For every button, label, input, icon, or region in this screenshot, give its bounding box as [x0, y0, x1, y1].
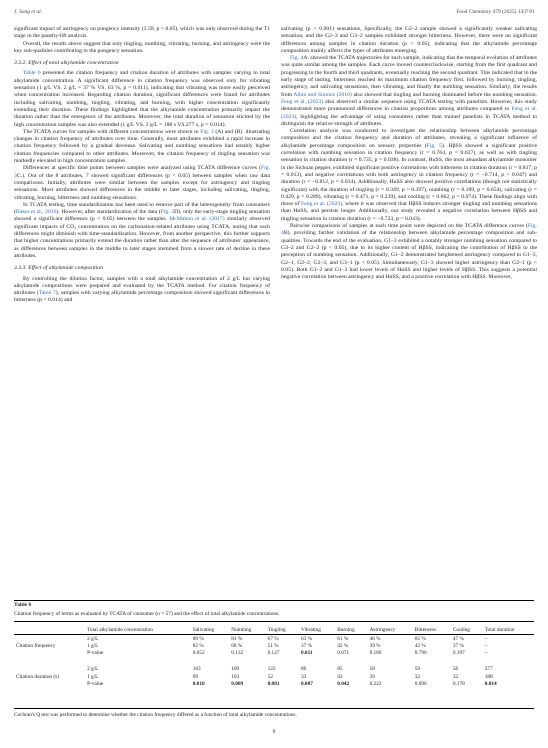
- table-cell-concentration: 2 g/L: [87, 666, 99, 673]
- citation-link[interactable]: Feng et al. (2023): [301, 201, 343, 208]
- table-6-link[interactable]: Table 6: [23, 70, 41, 77]
- table-title: Table 6: [14, 602, 32, 608]
- table-body: [14, 635, 534, 688]
- table-header-cell: [14, 625, 85, 635]
- table-cell: 0.796: [414, 649, 427, 656]
- table-row: [14, 666, 534, 673]
- paragraph: Fig. 4A. showed the TCATA trajectories for each sample, indicating that the temporal evolution of attributes was quite similar among the samples. Each curve moved counterclockwise, starting from the first quadrant and progressing to the fourth and third quadrants, eventually reaching the second quadrant. This indicated that in the early stage of tasting, bitterness reached its maximum citation frequency first, followed by burning, tingling, astringency, and salivating sensations, then vibrating, and finally the numbing sensation. Similarly, the results from Albin and Simons (2010) also showed that tingling and burning dominated before the numbing sensation. Feng et al. (2023) also observed a similar sequence using TCATA testing with panelists. However, this study demonstrated more pronounced differences in citation proportions among attributes compared to Feng et al. (2023), highlighting the advantage of using consumers rather than trained panelists in TCATA method to distinguish the relative strength of attributes.: [281, 55, 537, 127]
- table-row: [14, 680, 534, 687]
- section-heading-3-3-3: 3.3.3. Effect of alkylamide composition: [14, 265, 103, 272]
- table-cell: 99: [192, 673, 198, 680]
- table-cell: 169: [231, 666, 240, 673]
- table-row: [14, 635, 534, 643]
- paragraph: Table 6 presented the citation frequency and citation duration of attributes with samples varying in total alkylamide concentration. A significant difference in citation frequency was observed only for vibrating sensation (1 g/L VS. 2 g/L = 37 % VS. 63 %, p = 0.011), indicating that vibrating was more easily perceived when concentration increased. Regarding citation duration, significant differences were found for attributes including salivating, numbing, tingling, vibrating, and burning, with higher concentration significantly extending their duration. These findings highlighted that the alkylamide concentration primarily impact the duration rather than the emergence of the attributes. Moreover, the total duration of sensation elicited by the high concentration samples was also extended (1 g/L VS. 2 g/L = 188 s VS.277 s, p = 0.014).: [14, 70, 270, 128]
- table-cell: 277: [484, 666, 493, 673]
- fig-4-link[interactable]: Fig. 4: [281, 223, 537, 237]
- table-top-rule: [14, 600, 534, 601]
- table-7-link[interactable]: Table 7: [38, 290, 56, 297]
- table-caption: Citation frequency of terms as evaluated by TCATA of consumer (n = 57) and the effect of total alkylamide concentrations.: [14, 611, 280, 617]
- table-cell: 43: [337, 673, 343, 680]
- paragraph: salivating (p < 0.001) sensations, Specifically, the G2–2 sample showed a significantly weaker salivating sensation, and the G2–3 and G3–2 samples exhibited stronger bitterness. However, there were no significant differences among samples in citation duration (p > 0.05), indicating that the alkylamide percentage composition mainly affects the types of attributes emerging.: [281, 26, 537, 54]
- table-cell: 39 %: [369, 642, 381, 649]
- paragraph: Overall, the results above suggest that only tingling, numbing, vibrating, burning, and astringency were the key sub-qualities contributing to the pungency sensation.: [14, 40, 270, 54]
- table-cell: 63 %: [300, 635, 312, 642]
- fig-5-link[interactable]: Fig. 5: [426, 142, 442, 149]
- table-cell: 0.071: [337, 649, 350, 656]
- header-journal: Food Chemistry 479 (2025) 143710: [456, 9, 534, 15]
- section-heading-3-3-2: 3.3.2. Effect of total alkylamide concentration: [14, 60, 119, 67]
- table-row: [14, 673, 534, 680]
- table-cell: 52: [267, 673, 273, 680]
- paragraph: Differences at specific time points between samples were analyzed using TCATA difference curves (Fig. 3C.). Out of the 8 attributes, 7 showed significant differences (p < 0.05) between samples when raw data comparisons. Initially, attributes were similar between the samples except for astringency and tingling sensations. Most attributes showed differences in the middle to later stages, including salivating, tingling, vibrating, burning, bitterness and numbing sensations.: [14, 165, 270, 201]
- paragraph: The TCATA curves for samples with different concentrations were shown in Fig. 3 (A) and (B). illustrating changes in citation frequency of attributes over time. Generally, most attributes exhibited a rapid increase in citation frequency followed by a gradual decrease. Salivating and numbing sensations had notably higher citation frequencies compared to other attributes. Moreover, the citation frequency of tingling sensation was markedly elevated in high concentration samples.: [14, 128, 270, 165]
- fig-4-link[interactable]: Fig. 4: [290, 55, 304, 62]
- table-cell: 89 %: [192, 635, 204, 642]
- table-cell: 188: [484, 673, 493, 680]
- table-cell: 81 %: [231, 635, 243, 642]
- table-cell-concentration: 1 g/L: [87, 673, 99, 680]
- citation-link[interactable]: Feng et al. (2023): [281, 106, 537, 120]
- table-cell: 65 %: [414, 635, 426, 642]
- table-row: [14, 642, 534, 649]
- table-cell: 82 %: [192, 642, 204, 649]
- left-column: [14, 26, 270, 305]
- table-cell: 0.127: [267, 649, 280, 656]
- table-cell: 61 %: [337, 635, 349, 642]
- table-header-cell: Burning: [337, 626, 355, 633]
- page-number: 9: [272, 729, 276, 735]
- table-cell-concentration: 1 g/L: [87, 642, 99, 649]
- citation-link[interactable]: Albin and Simons (2010): [293, 91, 352, 98]
- citation-link[interactable]: McMahon et al. (2017): [169, 216, 225, 223]
- table-group-label: Citation duration (s): [16, 673, 59, 680]
- table-cell: 0.014: [484, 680, 497, 687]
- table-cell: 56: [452, 666, 459, 673]
- table-cell-concentration: 2 g/L: [87, 635, 99, 642]
- table-bottom-rule: [14, 708, 534, 709]
- running-header: [14, 9, 534, 19]
- table-cell: 0.178: [452, 680, 465, 687]
- table-cell: 58: [369, 666, 375, 673]
- table-header-cell: Total alkylamide concentration: [87, 626, 153, 633]
- table-header-rule: [14, 621, 534, 622]
- paragraph: significant impact of astringency on pungency intensity (3.59, p < 0.05), which was only observed during the T1 stage in the panelty-lift analysis.: [14, 26, 270, 40]
- table-cell: 37 %: [300, 642, 312, 649]
- table-cell: 39: [369, 673, 375, 680]
- table-cell: 0.222: [369, 680, 382, 687]
- table-cell: 122: [267, 666, 276, 673]
- table-header-cell: Total duration: [484, 626, 515, 633]
- table-header-cell: Vibrating: [300, 626, 321, 633]
- table-cell: 47 %: [452, 635, 464, 642]
- table-cell: 32: [452, 673, 459, 680]
- table-spacer-row: [14, 657, 534, 666]
- table-cell: 103: [231, 673, 240, 680]
- table-cell-concentration: P-value: [87, 649, 104, 656]
- table-cell: 37 %: [452, 642, 464, 649]
- table-cell: 33: [300, 673, 307, 680]
- table-cell: 59: [414, 666, 421, 673]
- citation-link[interactable]: Baker et al., 2016: [15, 209, 57, 216]
- table-header-cell: Numbing: [231, 626, 252, 633]
- table-cell: 86: [300, 666, 307, 673]
- table-cell: 32: [414, 673, 421, 680]
- table-cell: 68 %: [231, 642, 243, 649]
- table-cell: 42 %: [414, 642, 426, 649]
- table-footnote: Cochran's Q test was performed to determine whether the citation frequency differed as a function of total alkylamide concentrations.: [14, 712, 297, 718]
- paragraph: In TCATA testing, time standardization has been used to remove part of the heterogeneity from consumers (Baker et al., 2016). However, after standardization of the data (Fig. 3D), only the early-stage tingling sensation showed a significant difference (p < 0.05) between the samples. McMahon et al. (2017) similarly observed significant impacts of CO₂ concentration on the carbonation-related attributes using TCATA, noting that such differences might diminish with time-standardization. However, from another perspective, this further supports that higher concentrations primarily extend the duration rather than alter the sequence of attributes' appearance, as differences between samples in the middle to later stages stemmed from a slower rate of decline in these attributes.: [14, 201, 270, 259]
- table-cell: –: [484, 649, 488, 656]
- table-cell: 46 %: [369, 635, 381, 642]
- table-header-cell: Bitterness: [414, 626, 436, 633]
- table-cell: 0.009: [231, 680, 244, 687]
- table-header-row: [14, 625, 534, 635]
- table-cell: –: [484, 642, 488, 649]
- table-cell: 0.052: [192, 649, 205, 656]
- table-cell: 0.042: [337, 680, 350, 687]
- table-cell: 85: [337, 666, 343, 673]
- table-6: [14, 625, 534, 687]
- table-header-cell: Tingling: [267, 626, 286, 633]
- table-cell: 0.001: [267, 680, 280, 687]
- paragraph: Pairwise comparisons of samples at each time point were depicted on the TCATA difference curves (Fig. 4B), providing further validation of the relationship between alkylamide percentage composition and sub-qualities. Towards the end of the evaluation, G1–3 exhibited a notably stronger numbing sensation compared to G3–2 and G2–2 (p < 0.05), due to its higher content of HβSS, indicating the contribution of HβSS to the perception of numbing sensation. Additionally, G1–2 demonstrated heightened astringency compared to G1–3, G2–1, G2–2, G2–3, and G3–1 (p < 0.05). Simultaneously, G1–3 showed higher astringency than G2–1 (p < 0.05). Both G1–2 and G1–3 had lower levels of HαSS and higher levels of HβSS. This suggests a potential negative correlation between astringency and HαSS, and a positive correlation with HβSS. Moreover,: [281, 223, 537, 281]
- table-header-cell: Astringency: [369, 626, 396, 633]
- table-cell: –: [484, 635, 488, 642]
- table-cell: 0.096: [414, 680, 427, 687]
- table-cell: 51 %: [267, 642, 279, 649]
- table-cell: 163: [192, 666, 201, 673]
- right-column: [281, 26, 537, 281]
- table-cell: 0.180: [369, 649, 382, 656]
- table-header-cell: Cooling: [452, 626, 470, 633]
- table-cell: 0.197: [452, 649, 465, 656]
- table-row: [14, 649, 534, 656]
- table-cell: 0.132: [231, 649, 244, 656]
- table-cell: 42 %: [337, 642, 349, 649]
- table-group-label: Citation frequency: [16, 642, 56, 649]
- paragraph: Correlation analysis was conducted to investigate the relationship between alkylamide percentage composition and the citation frequency and duration of attributes, revealing a significant influence of alkylamide percentage composition on sensory properties (Fig. 5). HβSS showed a significant positive correlation with numbing sensation in citation frequency (r = 0.764, p = 0.027), as well as with tingling sensation in citation duration (r = 0.735, p = 0.038). In contrast, HαSS, the most abundant alkylamide monomer in the Sichuan pepper, exhibited significant positive correlations with bitterness in citation duration (r = 0.817, p = 0.013), and negative correlations with both astringency in citation frequency (r = −0.714, p = 0.047) and duration (r = −0.812, p = 0.014). Additionally, HαSS also showed positive correlations (though not statistically significant) with the duration of tingling (r = 0.349, p = 0.397), numbing (r = 0.189, p = 0.654), salivating (r = 0.429, p = 0.289), vibrating (r = 0.471, p = 0.239), and cooling (r = 0.662, p = 0.074). These findings align with those of Feng et al. (2023), where it was observed that HβSS induces stronger tingling and numbing sensations than HαSS, and persists longer. Additionally, our study revealed a negative correlation between HβSS and tingling sensation in citation duration (r = −0.723, p = 0.043).: [281, 128, 538, 222]
- fig-3-link[interactable]: Fig. 3: [160, 209, 175, 216]
- fig-3-link[interactable]: Fig. 3: [14, 165, 270, 179]
- table-cell-concentration: P-value: [87, 680, 104, 687]
- table-header-cell: Salivating: [192, 626, 215, 633]
- citation-link[interactable]: Feng et al. (2023): [281, 98, 324, 105]
- table-cell: 0.011: [300, 649, 313, 656]
- fig-3-link[interactable]: Fig. 3: [200, 128, 214, 135]
- table-cell: 67 %: [267, 635, 279, 642]
- table-cell: 0.007: [300, 680, 313, 687]
- header-authors: J. Song et al.: [14, 9, 42, 15]
- table-cell: 0.010: [192, 680, 205, 687]
- paragraph: By controlling the dilution factor, samples with a total alkylamide concentration of 2 g/L but varying alkylamide compositions were prepared and evaluated by the TCATA method. For citation frequency of attributes (Table 7), samples with varying alkylamide percentage composition showed significant differences in bitterness (p = 0.014) and: [14, 275, 270, 304]
